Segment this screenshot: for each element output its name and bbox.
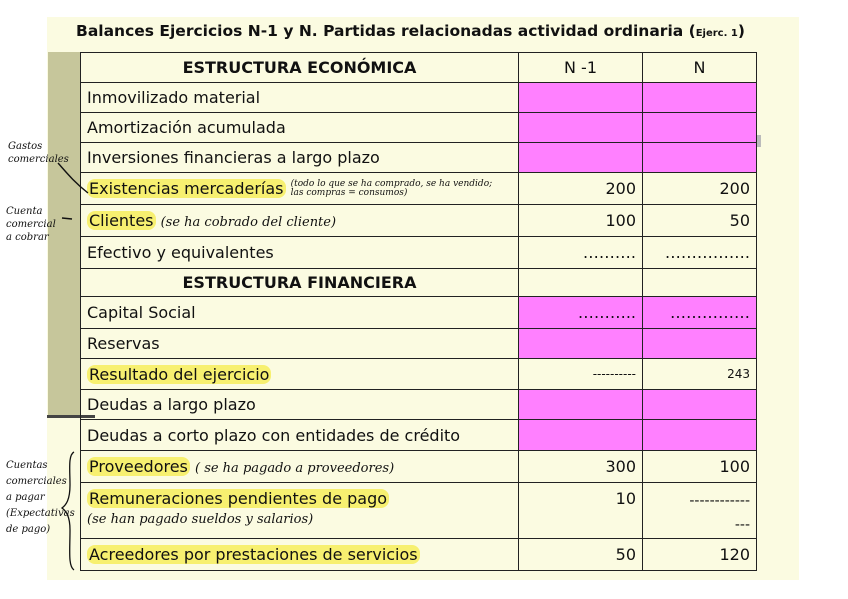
cell-n1: 300: [519, 451, 643, 483]
cell-n: ……………: [643, 297, 757, 329]
side-note-cuenta: Cuenta comercial a cobrar: [6, 206, 56, 243]
cell-n1: ----------: [519, 359, 643, 390]
row-label: Deudas a largo plazo: [81, 390, 519, 420]
cell-n-value: ------------: [689, 493, 750, 509]
row-label: Deudas a corto plazo con entidades de crédito: [81, 420, 519, 451]
handwritten-note: (se ha cobrado del cliente): [160, 215, 337, 230]
row-label-text: Remuneraciones pendientes de pago: [89, 489, 388, 508]
cell-n1: ………..: [519, 297, 643, 329]
row-label: Amortización acumulada: [81, 113, 519, 143]
column-header-n1: N -1: [519, 53, 643, 83]
row-label-text: Acreedores por prestaciones de servicios: [89, 545, 418, 564]
brace-cuentas: [62, 452, 74, 570]
row-label-text: Resultado del ejercicio: [89, 364, 270, 384]
row-label: Inmovilizado material: [81, 83, 519, 113]
handwritten-note: ( se ha pagado a proveedores): [194, 461, 395, 476]
row-label: Reservas: [81, 329, 519, 359]
row-label-text: Clientes: [89, 211, 154, 230]
cell-n: 243: [643, 359, 757, 390]
row-label: Inversiones financieras a largo plazo: [81, 143, 519, 173]
cell-n: …………….: [643, 237, 757, 269]
cell-n: 200: [643, 173, 757, 205]
dash-clientes: [62, 218, 72, 219]
cell-n1: 200: [519, 173, 643, 205]
arrow-gastos: [58, 163, 88, 193]
handwritten-note: (se han pagado sueldos y salarios): [87, 512, 314, 527]
handwritten-note: (todo lo que se ha comprado, se ha vendido; las compras = consumos): [290, 179, 493, 199]
cell-n: 100: [643, 451, 757, 483]
section-header-financiera: ESTRUCTURA FINANCIERA: [81, 269, 519, 297]
row-label: Capital Social: [81, 297, 519, 329]
cell-n1: 100: [519, 205, 643, 237]
row-label-text: Existencias mercaderías: [89, 178, 284, 198]
side-note-gastos: Gastos comerciales: [8, 141, 69, 165]
side-note-cuentas: Cuentas comerciales a pagar (Expectativas de pago): [6, 460, 75, 535]
row-label: Efectivo y equivalentes: [81, 237, 519, 269]
column-header-n: N: [643, 53, 757, 83]
page-title: Balances Ejercicios N-1 y N. Partidas relacionadas actividad ordinaria (Ejerc. 1): [76, 22, 745, 40]
cell-n: 50: [643, 205, 757, 237]
cell-n-extra: ---: [734, 517, 750, 533]
cell-n: 120: [643, 539, 757, 571]
cell-n1: 50: [519, 539, 643, 571]
section-header-economica: ESTRUCTURA ECONÓMICA: [81, 53, 519, 83]
row-label-text: Proveedores: [89, 457, 188, 476]
cell-n1: ……….: [519, 237, 643, 269]
cell-n1: 10: [519, 483, 643, 539]
